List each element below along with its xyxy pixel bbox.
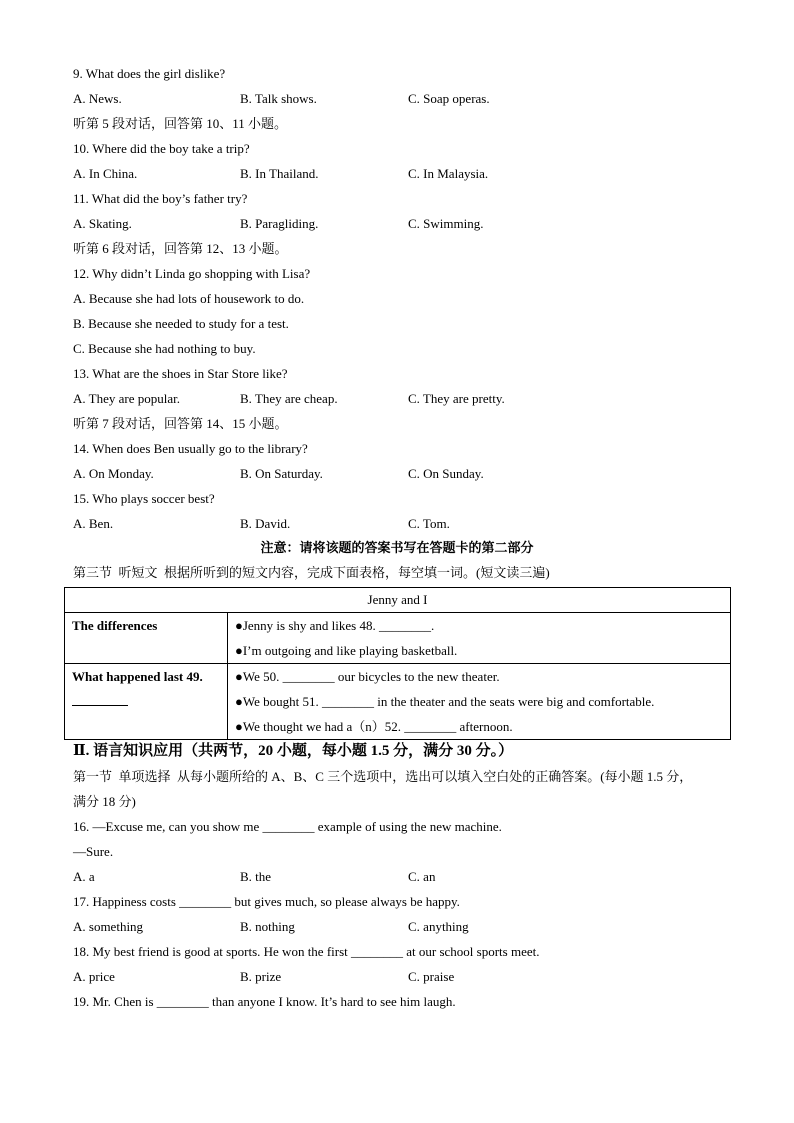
option-b: B. Talk shows. (240, 91, 317, 106)
question-line: 12. Why didn’t Linda go shopping with Lisa? (73, 266, 311, 281)
option-a: A. Ben. (73, 516, 114, 531)
question-line: 14. When does Ben usually go to the library? (73, 441, 308, 456)
question-line: 15. Who plays soccer best? (73, 491, 215, 506)
question-line: C. Because she had nothing to buy. (73, 341, 256, 356)
option-c: C. praise (408, 969, 455, 984)
question-line: 16. —Excuse me, can you show me ________ example of using the new machine. (73, 819, 502, 834)
question-line: 11. What did the boy’s father try? (73, 191, 248, 206)
row-content-what-happened (228, 664, 731, 740)
table-title: Jenny and I (65, 588, 731, 613)
option-a: A. price (73, 969, 115, 984)
option-a: A. something (73, 919, 144, 934)
table-line: ●We 50. ________ our bicycles to the new theater. (235, 669, 500, 684)
part2-instructions-line1: 第一节 单项选择 从每小题所给的 A、B、C 三个选项中，选出可以填入空白处的正确答案。(每小题 1.5 分， (73, 769, 693, 784)
blank-49 (72, 689, 227, 714)
question-line: 19. Mr. Chen is ________ than anyone I know. It’s hard to see him laugh. (73, 994, 456, 1009)
question-line: 18. My best friend is good at sports. He won the first ________ at our school sports meet. (73, 944, 540, 959)
question-line: A. Because she had lots of housework to do. (73, 291, 305, 306)
table-line: ●We bought 51. ________ in the theater and the seats were big and comfortable. (235, 694, 655, 709)
option-c: C. In Malaysia. (408, 166, 489, 181)
listening-table (64, 587, 731, 740)
table-line: ●Jenny is shy and likes 48. ________. (235, 618, 435, 633)
question-line: 听第 5 段对话，回答第 10、11 小题。 (73, 116, 288, 131)
option-a: A. Skating. (73, 216, 132, 231)
row-label-text: The differences (72, 618, 158, 633)
option-b: B. prize (240, 969, 282, 984)
question-line: 13. What are the shoes in Star Store like? (73, 366, 288, 381)
part2-heading: Ⅱ. 语言知识应用（共两节，20 小题，每小题 1.5 分，满分 30 分。） (73, 743, 514, 759)
question-line: 听第 6 段对话，回答第 12、13 小题。 (73, 241, 288, 256)
option-a: A. In China. (73, 166, 138, 181)
option-b: B. They are cheap. (240, 391, 338, 406)
row-content-differences (228, 613, 731, 664)
row-label-differences (65, 613, 228, 664)
option-b: B. Paragliding. (240, 216, 319, 231)
option-c: C. Swimming. (408, 216, 484, 231)
option-c: C. an (408, 869, 436, 884)
option-b: B. nothing (240, 919, 295, 934)
option-c: C. They are pretty. (408, 391, 505, 406)
question-line: —Sure. (73, 844, 114, 859)
option-a: A. News. (73, 91, 122, 106)
row-label-text: What happened last 49. (72, 669, 203, 684)
section3-instructions: 第三节 听短文 根据所听到的短文内容，完成下面表格，每空填一词。(短文读三遍) (73, 565, 550, 580)
question-line: 10. Where did the boy take a trip? (73, 141, 250, 156)
answer-notice: 注意：请将该题的答案书写在答题卡的第二部分 (260, 540, 534, 555)
option-a: A. They are popular. (73, 391, 180, 406)
question-line: 17. Happiness costs ________ but gives much, so please always be happy. (73, 894, 460, 909)
question-line: B. Because she needed to study for a test. (73, 316, 289, 331)
option-c: C. anything (408, 919, 469, 934)
option-b: B. the (240, 869, 272, 884)
part2-instructions-line2: 满分 18 分) (73, 794, 136, 809)
question-line: 9. What does the girl dislike? (73, 66, 226, 81)
table-line: ●I’m outgoing and like playing basketball. (235, 643, 458, 658)
option-c: C. On Sunday. (408, 466, 484, 481)
option-b: B. In Thailand. (240, 166, 319, 181)
table-line: ●We thought we had a（n）52. ________ afternoon. (235, 719, 513, 734)
option-a: A. a (73, 869, 95, 884)
option-c: C. Soap operas. (408, 91, 490, 106)
option-c: C. Tom. (408, 516, 450, 531)
option-b: B. On Saturday. (240, 466, 323, 481)
option-b: B. David. (240, 516, 291, 531)
option-a: A. On Monday. (73, 466, 154, 481)
row-label-what-happened (65, 664, 228, 740)
question-line: 听第 7 段对话，回答第 14、15 小题。 (73, 416, 288, 431)
